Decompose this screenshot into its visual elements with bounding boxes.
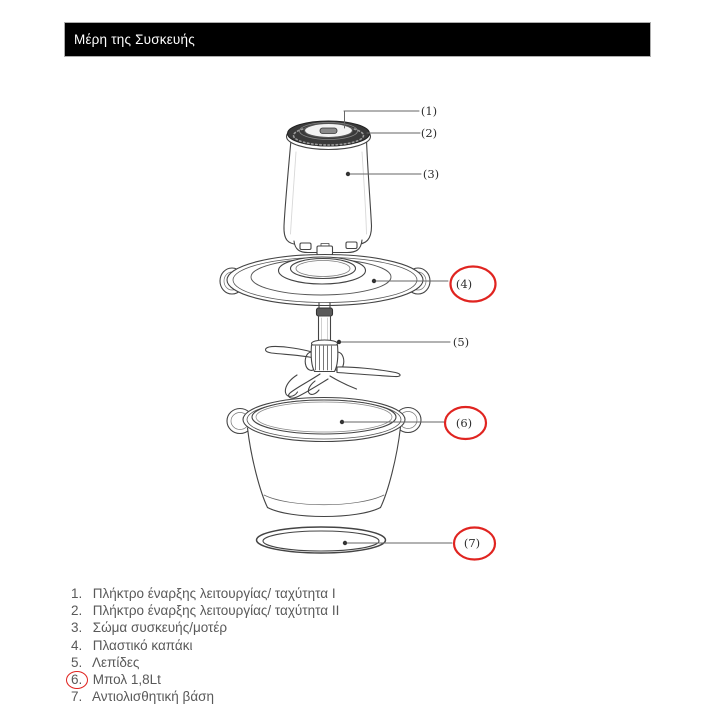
list-item-number: 2.	[71, 603, 83, 619]
callout-5	[337, 340, 450, 344]
list-item-number: 5.	[71, 654, 83, 670]
parts-list	[71, 585, 339, 705]
list-item-number: 3.	[71, 620, 83, 636]
list-item	[71, 637, 339, 654]
lid-illustration	[220, 255, 430, 306]
bowl-illustration	[227, 398, 421, 517]
list-item	[71, 585, 339, 602]
callout-7	[343, 541, 452, 545]
list-item-label: Πλαστικό καπάκι	[92, 637, 193, 653]
list-item-label: Λεπίδες	[92, 654, 140, 670]
callout-label-5: (5)	[452, 335, 470, 349]
list-item-label: Σώμα συσκευής/μοτέρ	[92, 620, 228, 636]
callout-label-4: (4)	[455, 277, 473, 291]
list-item-number: 4.	[71, 637, 83, 653]
section-title: Μέρη της Συσκευής	[74, 32, 195, 47]
list-item-label: Αντιολισθητική βάση	[92, 689, 214, 705]
base-ring-illustration	[257, 527, 386, 553]
list-item-label: Πλήκτρο έναρξης λειτουργίας/ ταχύτητα I	[92, 586, 336, 601]
list-item-number: 7.	[71, 689, 83, 705]
callout-label-3: (3)	[422, 167, 440, 181]
list-item-label: Μπολ 1,8Lt	[92, 671, 161, 687]
list-item-number: 6.	[71, 671, 83, 687]
list-item-label: Πλήκτρο έναρξης λειτουργίας/ ταχύτητα II	[92, 603, 340, 619]
motor-body-illustration	[284, 121, 372, 255]
callout-label-6: (6)	[455, 416, 473, 430]
blade-assembly-illustration	[265, 303, 400, 398]
callout-label-1: (1)	[420, 104, 438, 118]
list-item	[71, 654, 339, 671]
list-item-number: 1.	[71, 586, 83, 601]
power-button	[320, 128, 337, 134]
drive-coupling	[317, 246, 333, 255]
list-item	[71, 619, 339, 636]
list-item	[71, 671, 339, 688]
list-item	[71, 602, 339, 619]
list-item	[71, 688, 339, 705]
callout-label-7: (7)	[463, 536, 481, 550]
callout-label-2: (2)	[420, 126, 438, 140]
